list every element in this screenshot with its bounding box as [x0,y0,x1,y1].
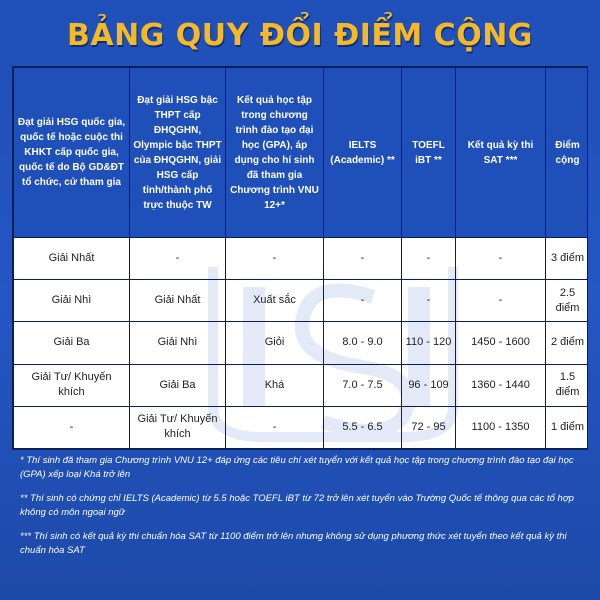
table-header-row [14,68,589,238]
cell-toefl: 72 - 95 [402,406,456,448]
cell-toefl: - [402,280,456,322]
table-row [14,364,589,406]
footnote-gpa: * Thí sinh đã tham gia Chương trình VNU 12+ đáp ứng các tiêu chí xét tuyển với kết quả học tập trong chương trình đào tạo đại học (GPA) xếp loại Khá trở lên [20,455,574,480]
footnotes [20,454,584,568]
cell-ielts: 5.5 - 6.5 [324,406,402,448]
cell-national-award: Giải Nhì [14,280,130,322]
cell-bonus-points: 2 điểm [546,322,589,364]
table-row [14,238,589,280]
cell-bonus-points: 3 điểm [546,238,589,280]
table-row [14,406,589,448]
cell-gpa: Giỏi [226,322,324,364]
cell-national-award: - [14,406,130,448]
cell-vnu-award: Giải Tư/ Khuyến khích [130,406,226,448]
cell-national-award: Giải Nhất [14,238,130,280]
cell-sat: - [456,238,546,280]
cell-sat: - [456,280,546,322]
header-ielts: IELTS (Academic) ** [324,68,402,238]
cell-gpa: Khá [226,364,324,406]
cell-vnu-award: Giải Nhất [130,280,226,322]
cell-toefl: - [402,238,456,280]
table-row [14,280,589,322]
footnote-sat: *** Thí sinh có kết quả kỳ thi chuẩn hóa SAT từ 1100 điểm trở lên nhưng không sử dụng phương thức xét tuyển theo kết quả kỳ thi chuẩn hóa SAT [20,531,567,556]
cell-national-award: Giải Ba [14,322,130,364]
cell-bonus-points: 2.5 điểm [546,280,589,322]
conversion-table [13,67,588,449]
footnote-language-certificate: ** Thí sinh có chứng chỉ IELTS (Academic) từ 5.5 hoặc TOEFL iBT từ 72 trở lên xét tuyển vào Trường Quốc tế thông qua các tổ hợp không có môn ngoại ngữ [20,493,574,518]
cell-vnu-award: - [130,238,226,280]
cell-ielts: 8.0 - 9.0 [324,322,402,364]
cell-ielts: - [324,280,402,322]
header-vnu-award: Đạt giải HSG bậc THPT cấp ĐHQGHN, Olympic bậc THPT của ĐHQGHN, giải HSG cấp tỉnh/thành phố trực thuộc TW [130,68,226,238]
cell-sat: 1450 - 1600 [456,322,546,364]
cell-ielts: - [324,238,402,280]
header-sat: Kết quả kỳ thi SAT *** [456,68,546,238]
cell-vnu-award: Giải Nhì [130,322,226,364]
header-national-award: Đạt giải HSG quốc gia, quốc tế hoặc cuộc thi KHKT cấp quốc gia, quốc tế do Bộ GD&ĐT tổ chức, cử tham gia [14,68,130,238]
cell-national-award: Giải Tư/ Khuyến khích [14,364,130,406]
cell-toefl: 96 - 109 [402,364,456,406]
cell-vnu-award: Giải Ba [130,364,226,406]
cell-bonus-points: 1.5 điểm [546,364,589,406]
cell-sat: 1100 - 1350 [456,406,546,448]
conversion-table-container [12,66,588,450]
page-title: BẢNG QUY ĐỔI ĐIỂM CỘNG [67,18,533,53]
cell-gpa: - [226,238,324,280]
cell-bonus-points: 1 điểm [546,406,589,448]
cell-sat: 1360 - 1440 [456,364,546,406]
cell-gpa: Xuất sắc [226,280,324,322]
header-gpa: Kết quả học tập trong chương trình đào tạo đại học (GPA), áp dụng cho hí sinh đã tham gia Chương trình VNU 12+* [226,68,324,238]
cell-toefl: 110 - 120 [402,322,456,364]
cell-ielts: 7.0 - 7.5 [324,364,402,406]
cell-gpa: - [226,406,324,448]
header-toefl: TOEFL iBT ** [402,68,456,238]
header-bonus-points: Điểm cộng [546,68,589,238]
table-row [14,322,589,364]
